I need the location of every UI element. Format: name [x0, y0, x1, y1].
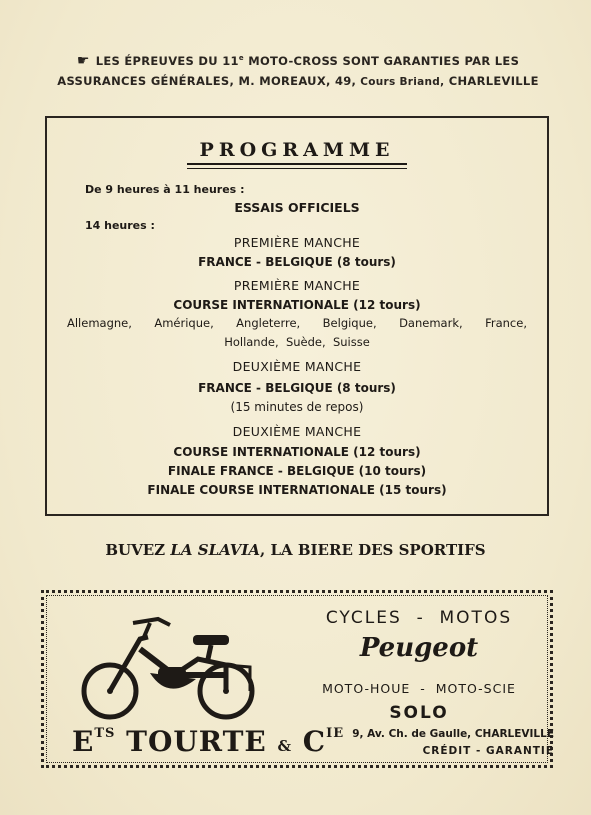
programme-box — [45, 116, 549, 516]
manche-4-heading: DEUXIÈME MANCHE — [232, 424, 362, 439]
pointing-hand-icon: ☛ — [76, 52, 90, 69]
slogan-c: , LA BIERE DES SPORTIFS — [260, 541, 486, 559]
shop-address: 9, Av. Ch. de Gaulle, CHARLEVILLE — [352, 728, 554, 740]
beer-slogan — [0, 541, 591, 559]
final-2: FINALE COURSE INTERNATIONALE (15 tours) — [147, 483, 447, 497]
credit-guarantee: CRÉDIT - GARANTIE — [422, 745, 554, 757]
race-3: FRANCE - BELGIQUE (8 tours) — [198, 381, 396, 395]
notice-line1-b: MOTO-CROSS SONT GARANTIES PAR LES — [243, 53, 520, 68]
shop-b: TOURTE — [115, 725, 278, 758]
solo-brand: SOLO — [389, 703, 449, 723]
manche-3-heading: DEUXIÈME MANCHE — [232, 359, 362, 374]
advertisement-box — [41, 590, 553, 768]
shop-sup: TS — [94, 726, 116, 741]
shop-sup2: IE — [326, 726, 345, 741]
countries-list — [67, 316, 527, 330]
pause-note: (15 minutes de repos) — [230, 400, 364, 414]
countries-line-2: Hollande, Suède, Suisse — [224, 335, 370, 349]
programme-title: PROGRAMME — [187, 139, 407, 165]
country: Amérique, — [154, 316, 214, 330]
shop-a: E — [72, 725, 95, 758]
shop-c: C — [292, 725, 327, 758]
shop-amp: & — [277, 737, 293, 755]
country: Belgique, — [322, 316, 377, 330]
moped-illustration — [78, 609, 258, 724]
peugeot-logo: Peugeot — [359, 633, 479, 663]
insurance-notice — [24, 48, 572, 92]
final-1: FINALE FRANCE - BELGIQUE (10 tours) — [167, 464, 427, 478]
notice-line2-b: CHARLEVILLE — [444, 73, 539, 88]
notice-line2-small: Cours Briand, — [356, 75, 445, 88]
slogan-brand: LA SLAVIA — [170, 541, 260, 559]
slogan-a: BUVEZ — [105, 541, 171, 559]
notice-line2-a: ASSURANCES GÉNÉRALES, M. MOREAUX, 49, — [57, 73, 357, 88]
cycles-motos: CYCLES - MOTOS — [325, 608, 513, 628]
race-1: FRANCE - BELGIQUE (8 tours) — [198, 255, 396, 269]
race-2: COURSE INTERNATIONALE (12 tours) — [173, 298, 421, 312]
manche-1-heading: PREMIÈRE MANCHE — [233, 235, 361, 250]
manche-2-heading: PREMIÈRE MANCHE — [233, 278, 361, 293]
race-4: COURSE INTERNATIONALE (12 tours) — [173, 445, 421, 459]
time-morning: De 9 heures à 11 heures : — [85, 183, 245, 196]
products-line: MOTO-HOUE - MOTO-SCIE — [322, 681, 516, 696]
country: Angleterre, — [236, 316, 301, 330]
essais-officiels: ESSAIS OFFICIELS — [234, 200, 360, 215]
country: Allemagne, — [67, 316, 132, 330]
notice-sup: e — [238, 54, 244, 62]
country: France, — [485, 316, 527, 330]
country: Danemark, — [399, 316, 463, 330]
shop-name — [72, 725, 344, 758]
notice-line1-a: LES ÉPREUVES DU 11 — [95, 53, 239, 68]
time-afternoon: 14 heures : — [85, 219, 155, 232]
